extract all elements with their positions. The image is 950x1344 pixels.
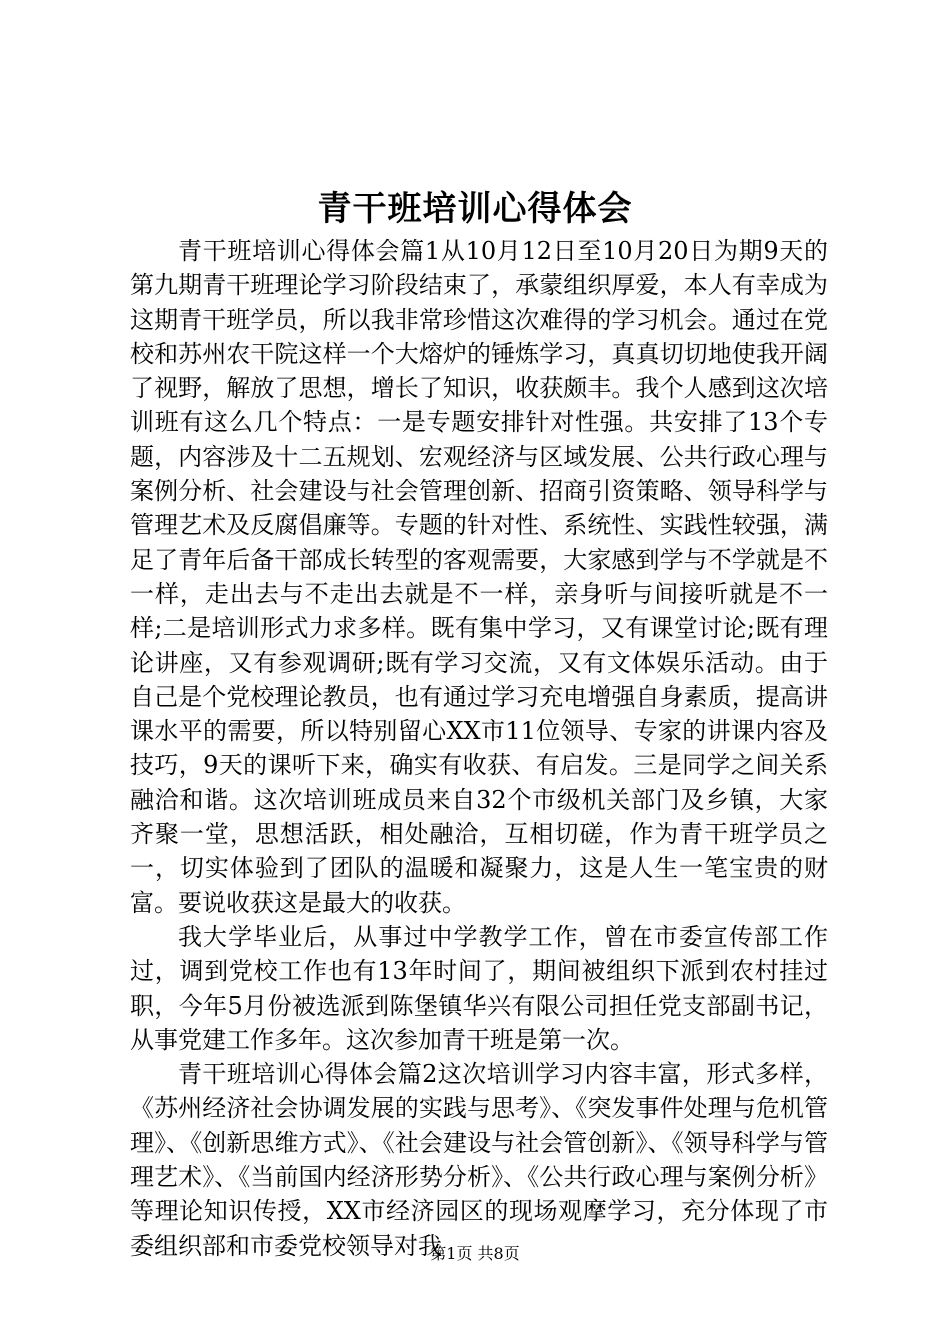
paragraph: 我大学毕业后，从事过中学教学工作，曾在市委宣传部工作过，调到党校工作也有13年时间了，期间被组织下派到农村挂过职，今年5月份被选派到陈堡镇华兴有限公司担任党支部副书记，从事党建工作多年。这次参加青干班是第一次。: [130, 922, 828, 1054]
paragraph: 青干班培训心得体会篇2这次培训学习内容丰富，形式多样，《苏州经济社会协调发展的实践与思考》、《突发事件处理与危机管理》、《创新思维方式》、《社会建设与社会管创新》、《领导科学与管理艺术》、《当前国内经济形势分析》、《公共行政心理与案例分析》等理论知识传授，XX市经济园区的现场观摩学习，充分体现了市委组织部和市委党校领导对我: [130, 1060, 828, 1260]
document-title: 青干班培训心得体会: [317, 189, 633, 229]
paragraph: 青干班培训心得体会篇1从10月12日至10月20日为期9天的第九期青干班理论学习阶段结束了，承蒙组织厚爱，本人有幸成为这期青干班学员，所以我非常珍惜这次难得的学习机会。通过在党校和苏州农干院这样一个大熔炉的锤炼学习，真真切切地使我开阔了视野，解放了思想，增长了知识，收获颇丰。我个人感到这次培训班有这么几个特点：一是专题安排针对性强。共安排了13个专题，内容涉及十二五规划、宏观经济与区域发展、公共行政心理与案例分析、社会建设与社会管理创新、招商引资策略、领导科学与管理艺术及反腐倡廉等。专题的针对性、系统性、实践性较强，满足了青年后备干部成长转型的客观需要，大家感到学与不学就是不一样，走出去与不走出去就是不一样，亲身听与间接听就是不一样;二是培训形式力求多样。既有集中学习，又有课堂讨论;既有理论讲座，又有参观调研;既有学习交流，又有文体娱乐活动。由于自己是个党校理论教员，也有通过学习充电增强自身素质，提高讲课水平的需要，所以特别留心XX市11位领导、专家的讲课内容及技巧，9天的课听下来，确实有收获、有启发。三是同学之间关系融洽和谐。这次培训班成员来自32个市级机关部门及乡镇，大家齐聚一堂，思想活跃，相处融洽，互相切磋，作为青干班学员之一，切实体验到了团队的温暖和凝聚力，这是人生一笔宝贵的财富。要说收获这是最大的收获。: [130, 237, 828, 917]
document-body: [130, 234, 828, 1263]
page-footer: 第1页 共8页: [430, 1244, 520, 1263]
